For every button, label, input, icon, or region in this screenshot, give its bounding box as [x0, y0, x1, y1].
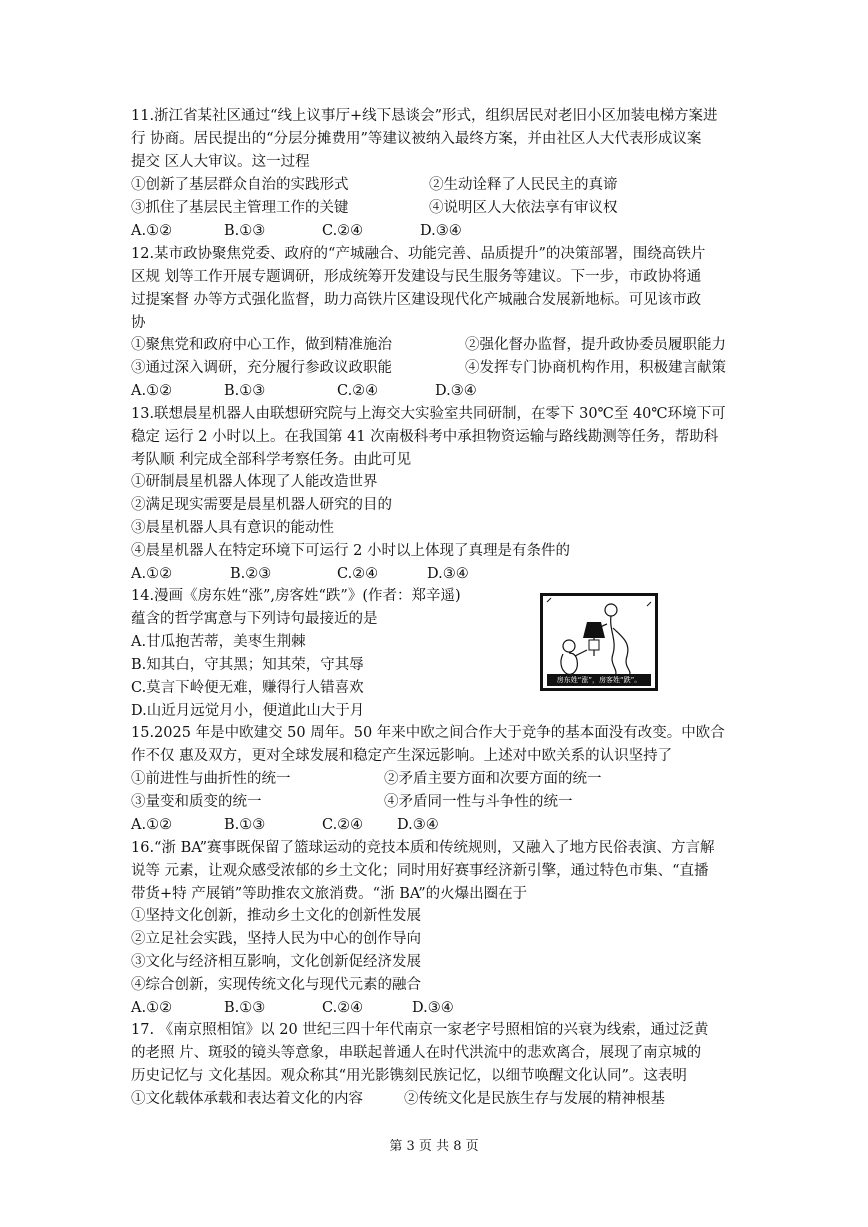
q15-option-4: ④矛盾同一性与斗争性的统一 [384, 794, 573, 810]
q12-option-4: ④发挥专门协商机构作用，积极建言献策 [465, 360, 726, 376]
q12-answer-a: A.①② [131, 383, 173, 399]
q15-stem-line-2: 作不仅 惠及双方，更对全球发展和稳定产生深远影响。上述对中欧关系的认识坚持了 [131, 748, 673, 764]
q13-option-3: ③晨星机器人具有意识的能动性 [131, 520, 334, 536]
q13-stem-line-2: 稳定 运行 2 小时以上。在我国第 41 次南极科考中承担物资运输与路线勘测等任务，帮助科 [131, 429, 719, 445]
q13-stem-line-1: 13.联想晨星机器人由联想研究院与上海交大实验室共同研制，在零下 30℃至 40℃环境下可 [131, 406, 726, 422]
q13-answer-b: B.②③ [230, 566, 272, 582]
cartoon-caption: 房东姓“涨”，房客姓“跌”。 [547, 674, 651, 686]
q12-option-1: ①聚焦党和政府中心工作，做到精准施治 [131, 337, 392, 353]
q11-answer-a: A.①② [131, 223, 173, 239]
q12-stem-line-4: 协 [131, 315, 146, 331]
q16-option-2: ②立足社会实践，坚持人民为中心的创作导向 [131, 931, 421, 947]
q12-stem-line-3: 过提案督 办等方式强化监督，助力高铁片区建设现代化产城融合发展新地标。可见该市政 [131, 292, 702, 308]
q16-stem-line-3: 带货+特 产展销”等助推农文旅消费。“浙 BA”的火爆出圈在于 [131, 886, 528, 902]
q15-option-2: ②矛盾主要方面和次要方面的统一 [384, 771, 602, 787]
q15-answer-d: D.③④ [397, 817, 439, 833]
q16-option-1: ①坚持文化创新，推动乡土文化的创新性发展 [131, 908, 421, 924]
q11-answer-d: D.③④ [420, 223, 462, 239]
q12-option-3: ③通过深入调研，充分履行参政议政职能 [131, 360, 392, 376]
q11-option-1: ①创新了基层群众自治的实践形式 [131, 177, 349, 193]
q16-option-4: ④综合创新，实现传统文化与现代元素的融合 [131, 977, 421, 993]
q15-option-1: ①前进性与曲折性的统一 [131, 771, 291, 787]
page-number: 第 3 页 共 8 页 [389, 1139, 479, 1154]
q15-answer-b: B.①③ [224, 817, 266, 833]
q11-option-4: ④说明区人大依法享有审议权 [429, 200, 618, 216]
q13-answer-c: C.②④ [337, 566, 379, 582]
q16-stem-line-2: 说等 元素，让观众感受浓郁的乡土文化；同时用好赛事经济新引擎，通过特色市集、“直播 [131, 863, 709, 879]
q12-answer-d: D.③④ [435, 383, 477, 399]
q13-stem-line-3: 考队顺 利完成全部科学考察任务。由此可见 [131, 452, 412, 468]
q16-answer-d: D.③④ [412, 1000, 454, 1016]
q11-stem-line-3: 提交 区人大审议。这一过程 [131, 154, 310, 170]
q12-stem-line-1: 12.某市政协聚焦党委、政府的“产城融合、功能完善、品质提升”的决策部署，围绕高铁片 [131, 246, 706, 262]
q17-option-2: ②传统文化是民族生存与发展的精神根基 [404, 1091, 665, 1107]
q16-stem-line-1: 16.“浙 BA”赛事既保留了篮球运动的竞技本质和传统规则，又融入了地方民俗表演、方言解 [131, 840, 715, 856]
q13-option-4: ④晨星机器人在特定环境下可运行 2 小时以上体现了真理是有条件的 [131, 543, 570, 559]
q12-option-2: ②强化督办监督，提升政协委员履职能力 [465, 337, 726, 353]
q17-stem-line-2: 的老照 片、斑驳的镜头等意象，串联起普通人在时代洪流中的悲欢离合，展现了南京城的 [131, 1045, 702, 1061]
q15-answer-c: C.②④ [322, 817, 364, 833]
q13-answer-d: D.③④ [427, 566, 469, 582]
q14-stem-line-2: 蕴含的哲学寓意与下列诗句最接近的是 [131, 611, 378, 627]
q12-answer-b: B.①③ [224, 383, 266, 399]
q17-stem-line-3: 历史记忆与 文化基因。观众称其“用光影镌刻民族记忆，以细节唤醒文化认同”。这表明 [131, 1068, 687, 1084]
q14-option-b: B.知其白，守其黑；知其荣，守其辱 [131, 657, 364, 673]
q14-option-c: C.莫言下岭便无难，赚得行人错喜欢 [131, 680, 364, 696]
q14-option-a: A.甘瓜抱苦蒂，美枣生荆棘 [131, 634, 306, 650]
q15-answer-a: A.①② [131, 817, 173, 833]
cartoon-image [540, 593, 658, 691]
q13-option-1: ①研制晨星机器人体现了人能改造世界 [131, 474, 378, 490]
q11-stem-line-2: 行 协商。居民提出的“分层分摊费用”等建议被纳入最终方案，并由社区人大代表形成议案 [131, 131, 702, 147]
q13-answer-a: A.①② [131, 566, 173, 582]
q15-stem-line-1: 15.2025 年是中欧建交 50 周年。50 年来中欧之间合作大于竞争的基本面没有改变。中欧合 [131, 725, 725, 741]
q16-answer-b: B.①③ [224, 1000, 266, 1016]
q12-stem-line-2: 区规 划等工作开展专题调研，形成统筹开发建设与民生服务等建议。下一步，市政协将通 [131, 269, 702, 285]
q11-stem-line-1: 11.浙江省某社区通过“线上议事厅+线下恳谈会”形式，组织居民对老旧小区加装电梯方案进 [131, 108, 718, 124]
q16-answer-c: C.②④ [322, 1000, 364, 1016]
q13-option-2: ②满足现实需要是晨星机器人研究的目的 [131, 497, 392, 513]
q17-option-1: ①文化载体承载和表达着文化的内容 [131, 1091, 363, 1107]
q14-stem-line-1: 14.漫画《房东姓“涨”,房客姓“跌”》(作者：郑辛遥) [131, 588, 461, 604]
q16-option-3: ③文化与经济相互影响，文化创新促经济发展 [131, 954, 421, 970]
q11-option-2: ②生动诠释了人民民主的真谛 [429, 177, 618, 193]
q15-option-3: ③量变和质变的统一 [131, 794, 262, 810]
q11-answer-b: B.①③ [224, 223, 266, 239]
q17-stem-line-1: 17. 《南京照相馆》以 20 世纪三四十年代南京一家老字号照相馆的兴衰为线索，通过泛黄 [131, 1022, 709, 1038]
q11-answer-c: C.②④ [322, 223, 364, 239]
q11-option-3: ③抓住了基层民主管理工作的关键 [131, 200, 349, 216]
q14-option-d: D.山近月远觉月小，便道此山大于月 [131, 703, 365, 719]
q12-answer-c: C.②④ [337, 383, 379, 399]
q16-answer-a: A.①② [131, 1000, 173, 1016]
